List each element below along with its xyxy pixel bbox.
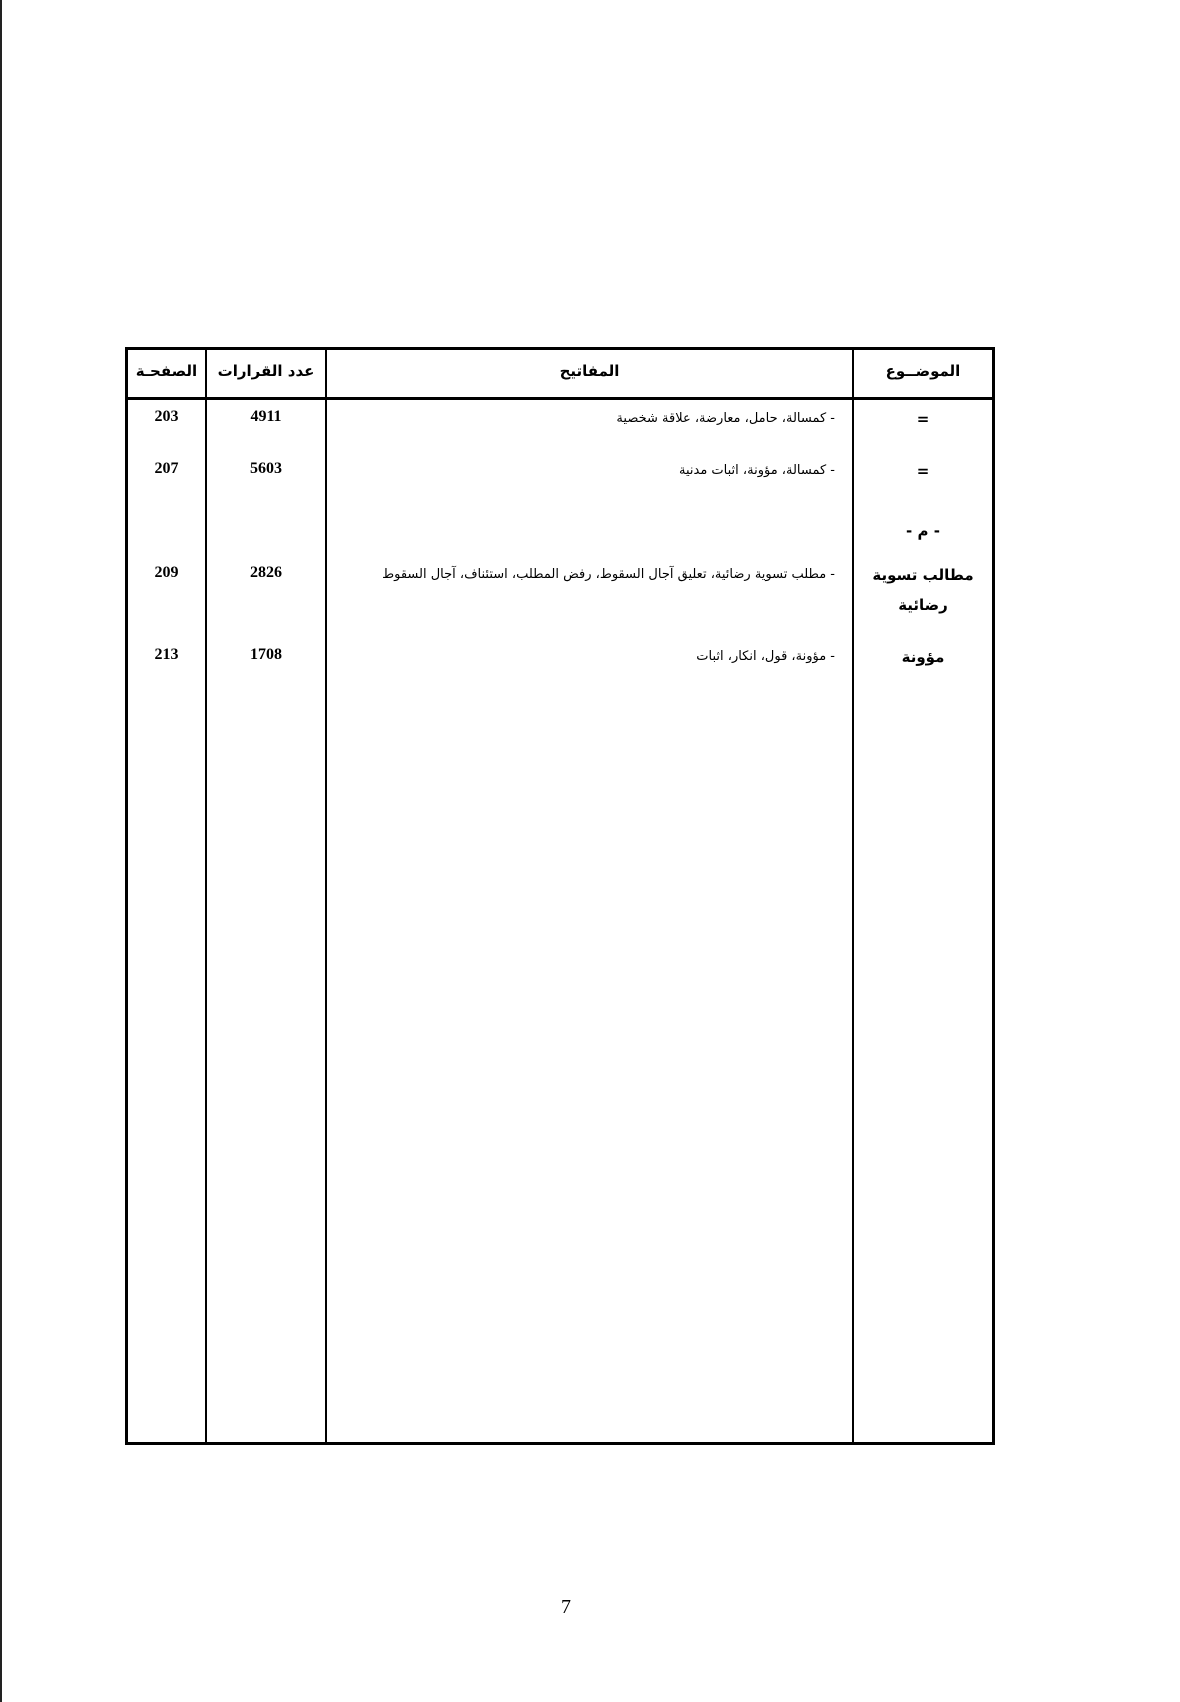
- row-keywords: - كمسالة، مؤونة، اثبات مدنية: [679, 463, 835, 478]
- row-subject: =: [916, 410, 930, 428]
- row-keywords: - كمسالة، حامل، معارضة، علاقة شخصية: [616, 411, 835, 426]
- row-page: 203: [154, 408, 179, 425]
- row-keywords: - مؤونة، قول، انكار، اثبات: [696, 649, 835, 664]
- row-subject: مؤونة: [901, 648, 945, 666]
- scan-edge: [0, 0, 2, 1702]
- row-decisions-count: 4911: [250, 408, 282, 425]
- page-number: 7: [561, 1596, 571, 1618]
- row-subject: =: [916, 462, 930, 480]
- header-subject: الموضــوع: [885, 362, 961, 380]
- index-table: [125, 347, 995, 1445]
- header-page: الصفحـة: [135, 362, 198, 380]
- header-keywords: المفاتيح: [559, 362, 620, 380]
- header-divider: [128, 397, 992, 400]
- column-divider: [325, 350, 327, 1442]
- row-page: 207: [154, 460, 179, 477]
- column-divider: [205, 350, 207, 1442]
- row-decisions-count: 2826: [250, 564, 282, 581]
- row-decisions-count: 1708: [250, 646, 282, 663]
- row-decisions-count: 5603: [250, 460, 282, 477]
- row-subject: مطالب تسوية رضائية: [872, 566, 974, 614]
- row-page: 213: [154, 646, 179, 663]
- section-letter: - م -: [906, 522, 940, 540]
- row-page: 209: [154, 564, 179, 581]
- row-keywords: - مطلب تسوية رضائية، تعليق آجال السقوط، رفض المطلب، استئناف، آجال السقوط: [382, 567, 835, 582]
- column-divider: [852, 350, 854, 1442]
- header-decisions-count: عدد القرارات: [217, 362, 315, 380]
